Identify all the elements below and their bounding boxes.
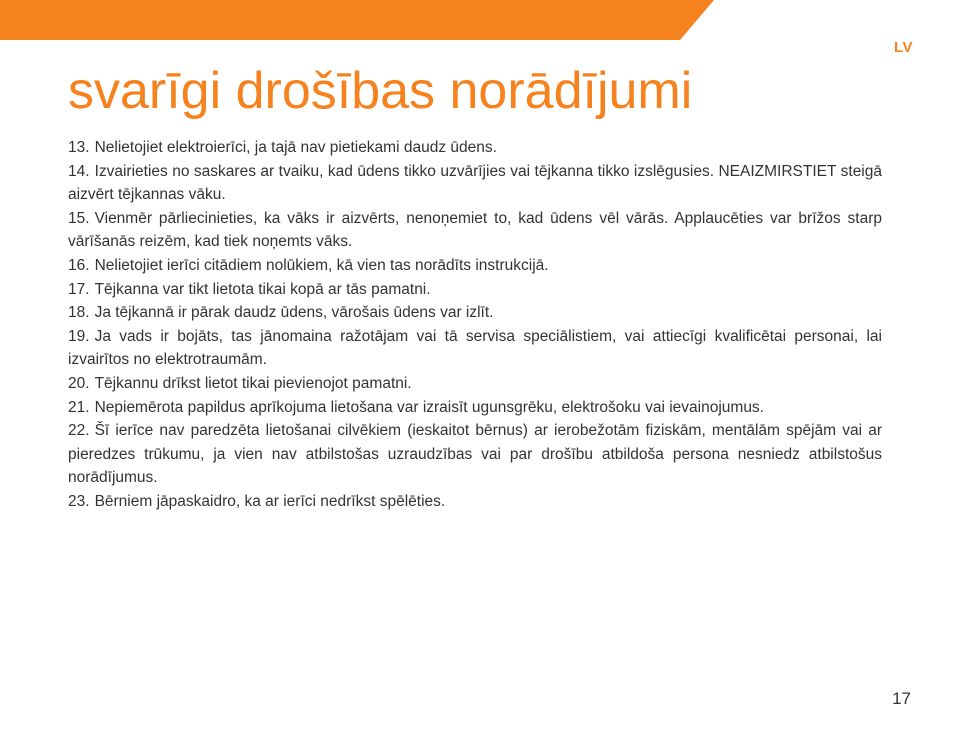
item-number: 14. [68,162,90,180]
item-number: 13. [68,139,90,156]
item-text: Bērniem jāpaskaidro, ka ar ierīci nedrīkst spēlēties. [94,492,446,510]
list-item [68,160,882,207]
item-text: Nepiemērota papildus aprīkojuma lietošana var izraisīt ugunsgrēku, elektrošoku vai ievainojumus. [94,398,764,416]
item-number: 18. [68,304,90,322]
item-text: Ja tējkannā ir pārak daudz ūdens, vārošais ūdens var izlīt. [94,304,494,322]
page-title: svarīgi drošības norādījumi [68,62,693,120]
item-text: Tējkannu drīkst lietot tikai pievienojot pamatni. [94,374,412,392]
item-number: 15. [68,209,90,227]
safety-instructions-list [68,136,882,514]
item-number: 23. [68,492,90,510]
item-number: 22. [68,422,90,440]
item-text: Izvairieties no saskares ar tvaiku, kad ūdens tikko uzvārījies vai tējkanna tikko izslēgusies. NEAIZMIRSTIET steigā aizvērt tējkannas vāku. [68,162,882,204]
item-number: 19. [68,327,90,345]
list-item [68,207,882,254]
item-number: 16. [68,256,90,274]
list-item [68,325,882,372]
item-text: Šī ierīce nav paredzēta lietošanai cilvēkiem (ieskaitot bērnus) ar ierobežotām fiziskām, mentālām spējām vai ar pieredzes trūkumu, ja vien nav atbilstošas uzraudzības vai par drošību atbildoša persona nesniedz atbilstošus norādījumus. [68,422,882,487]
list-item [68,254,882,278]
item-number: 21. [68,398,90,416]
list-item [68,301,882,325]
item-text: Vienmēr pārliecinieties, ka vāks ir aizvērts, nenoņemiet to, kad ūdens vēl vārās. Applaucēties var brīžos starp vārīšanās reizēm, kad tiek noņemts vāks. [68,209,882,251]
item-number: 20. [68,374,90,392]
item-text: Ja vads ir bojāts, tas jānomaina ražotājam vai tā servisa speciālistiem, vai attiecīgi kvalificētai personai, lai izvairītos no elektrotraumām. [68,327,882,369]
header-accent-band [0,0,714,40]
item-number: 17. [68,280,90,298]
list-item [68,490,882,514]
list-item [68,419,882,490]
item-text: Tējkanna var tikt lietota tikai kopā ar tās pamatni. [94,280,431,298]
item-text: Nelietojiet elektroierīci, ja tajā nav pietiekami daudz ūdens. [94,139,497,156]
list-item [68,396,882,420]
list-item [68,136,882,160]
list-item [68,372,882,396]
item-text: Nelietojiet ierīci citādiem nolūkiem, kā vien tas norādīts instrukcijā. [94,256,549,274]
page-number: 17 [892,689,911,708]
list-item [68,278,882,302]
language-code: LV [893,39,913,56]
